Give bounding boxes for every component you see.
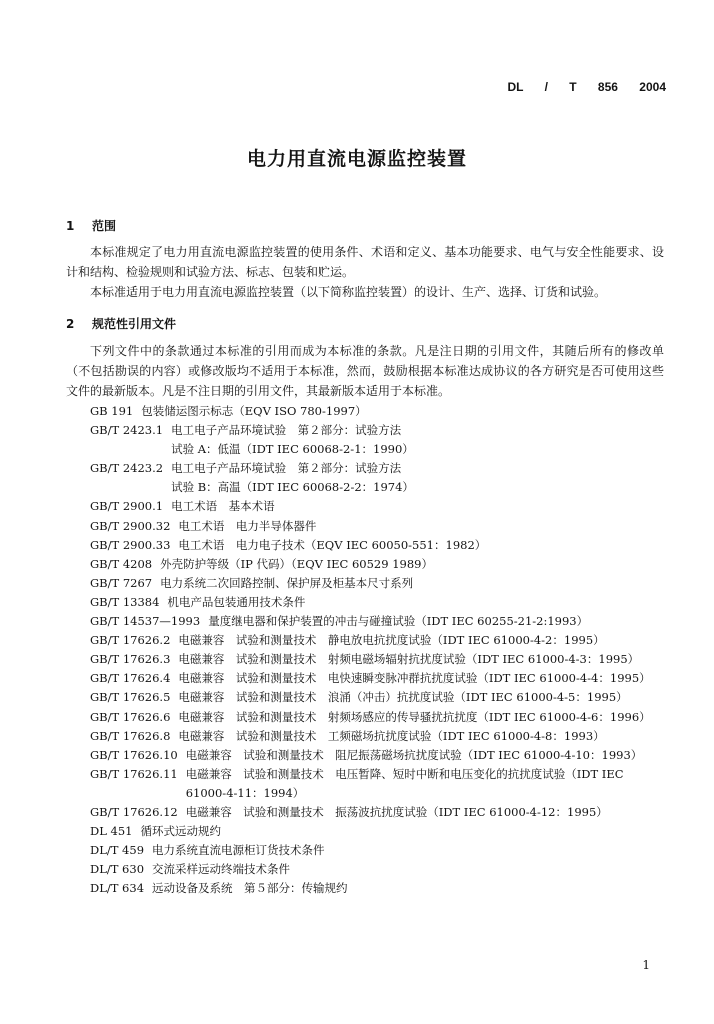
reference-title-text: 电磁兼容 试验和测量技术 振荡波抗扰度试验（IDT IEC 61000-4-12：1995） — [185, 804, 608, 819]
reference-title-text: 电工术语 基本术语 — [171, 499, 275, 514]
reference-title-text: 电力系统直流电源柜订货技术条件 — [152, 843, 325, 858]
reference-title-text: 电工电子产品环境试验 第２部分：试验方法 — [171, 423, 402, 438]
document-title: 电力用直流电源监控装置 — [246, 148, 467, 170]
reference-code: GB/T 13384 — [90, 594, 160, 609]
reference-title — [178, 536, 666, 555]
reference-code: GB/T 2900.33 — [90, 537, 171, 552]
reference-title — [152, 841, 666, 860]
reference-title — [167, 593, 666, 612]
reference-code: GB/T 2900.1 — [90, 499, 164, 514]
document-header — [507, 80, 666, 94]
section-number: 2 — [66, 317, 75, 331]
reference-item — [90, 669, 666, 688]
reference-title-text: 电磁兼容 试验和测量技术 浪涌（冲击）抗扰度试验（IDT IEC 61000-4-5：1995） — [178, 690, 628, 705]
reference-code: GB/T 17626.10 — [90, 747, 178, 762]
reference-item — [90, 536, 666, 555]
reference-item — [90, 746, 666, 765]
reference-title — [160, 574, 666, 593]
reference-title-text: 电磁兼容 试验和测量技术 静电放电抗扰度试验（IDT IEC 61000-4-2：1995） — [178, 633, 605, 648]
reference-title — [171, 421, 666, 459]
reference-code: DL/T 459 — [90, 843, 145, 858]
reference-title — [178, 727, 666, 746]
reference-item — [90, 593, 666, 612]
reference-code: DL/T 630 — [90, 862, 145, 877]
reference-title-text: 电磁兼容 试验和测量技术 阻尼振荡磁场抗扰度试验（IDT IEC 61000-4-10：1993） — [185, 747, 643, 762]
reference-item — [90, 631, 666, 650]
reference-code: DL 451 — [90, 824, 133, 839]
reference-title-text: 电工术语 电力半导体器件 — [178, 518, 317, 533]
reference-code: GB/T 4208 — [90, 556, 153, 571]
reference-title — [186, 746, 666, 765]
reference-title — [152, 879, 666, 898]
reference-code: GB/T 17626.12 — [90, 804, 178, 819]
section-2-intro: 下列文件中的条款通过本标准的引用而成为本标准的条款。凡是注日期的引用文件，其随后所有的修改单（不包括勘误的内容）或修改版均不适用于本标准，然而，鼓励根据本标准达成协议的各方研究是否可使用这些文件的最新版本。凡是不注日期的引用文件，其最新版本适用于本标准。 — [66, 344, 664, 398]
reference-item — [90, 517, 666, 536]
reference-subtitle: 试验 A：低温（IDT IEC 60068-2-1：1990） — [171, 442, 414, 457]
reference-title — [186, 803, 666, 822]
reference-title-text: 交流采样远动终端技术条件 — [152, 862, 291, 877]
reference-item — [90, 803, 666, 822]
reference-title-text: 量度继电器和保护装置的冲击与碰撞试验（IDT IEC 60255-21-2:1993） — [208, 614, 589, 629]
reference-title — [171, 459, 666, 497]
reference-title — [178, 708, 666, 727]
reference-item — [90, 421, 666, 459]
reference-item — [90, 555, 666, 574]
reference-title-text: 电磁兼容 试验和测量技术 电快速瞬变脉冲群抗扰度试验（IDT IEC 61000-4-4：1995） — [178, 671, 651, 686]
reference-title-text: 电工术语 电力电子技术（EQV IEC 60050-551：1982） — [178, 537, 487, 552]
reference-title — [141, 402, 666, 421]
reference-subtitle: 试验 B：高温（IDT IEC 60068-2-2：1974） — [171, 480, 414, 495]
reference-title — [178, 517, 666, 536]
page-number: 1 — [642, 958, 650, 972]
reference-code: GB/T 17626.4 — [90, 671, 171, 686]
reference-title-text: 电磁兼容 试验和测量技术 工频磁场抗扰度试验（IDT IEC 61000-4-8：1993） — [178, 728, 605, 743]
reference-code: GB/T 17626.5 — [90, 690, 171, 705]
reference-code: DL/T 634 — [90, 881, 145, 896]
reference-title-text: 循环式远动规约 — [140, 824, 221, 839]
reference-title — [208, 612, 666, 631]
reference-title — [178, 669, 666, 688]
reference-title-text: 包装储运图示标志（EQV ISO 780-1997） — [141, 404, 367, 418]
section-title: 规范性引用文件 — [92, 317, 177, 331]
section-number: 1 — [66, 219, 75, 233]
reference-title — [186, 765, 666, 803]
reference-title — [140, 822, 666, 841]
reference-item — [90, 459, 666, 497]
reference-title-text: 电力系统二次回路控制、保护屏及柜基本尺寸系列 — [160, 575, 414, 590]
reference-list — [90, 402, 666, 898]
reference-item — [90, 688, 666, 707]
reference-title-text: 外壳防护等级（IP 代码）（EQV IEC 60529 1989） — [160, 556, 433, 571]
reference-title-text: 电磁兼容 试验和测量技术 电压暂降、短时中断和电压变化的抗扰度试验（IDT IEC 61000-4-11：1994） — [185, 766, 624, 800]
reference-code: GB/T 2423.1 — [90, 423, 164, 438]
reference-code: GB/T 17626.3 — [90, 652, 171, 667]
standard-year: 2004 — [639, 80, 666, 94]
reference-item — [90, 650, 666, 669]
reference-code: GB/T 14537—1993 — [90, 614, 201, 629]
reference-code: GB/T 7267 — [90, 575, 153, 590]
section-1-paragraph-2: 本标准适用于电力用直流电源监控装置（以下简称监控装置）的设计、生产、选择、订货和试验。 — [90, 285, 607, 299]
reference-item — [90, 612, 666, 631]
reference-item — [90, 727, 666, 746]
section-title: 范围 — [92, 219, 117, 233]
reference-item — [90, 841, 666, 860]
reference-title-text: 电磁兼容 试验和测量技术 射频场感应的传导骚扰抗扰度（IDT IEC 61000-4-6：1996） — [178, 709, 651, 724]
reference-item — [90, 765, 666, 803]
reference-title-text: 电磁兼容 试验和测量技术 射频电磁场辐射抗扰度试验（IDT IEC 61000-4-3：1995） — [178, 652, 640, 667]
reference-title-text: 电工电子产品环境试验 第２部分：试验方法 — [171, 461, 402, 476]
reference-title — [178, 650, 666, 669]
standard-number: DL / T 856 — [507, 80, 618, 94]
reference-title — [178, 631, 666, 650]
section-1-heading — [66, 217, 116, 234]
reference-item — [90, 402, 666, 421]
reference-item — [90, 574, 666, 593]
reference-item — [90, 860, 666, 879]
reference-code: GB/T 17626.11 — [90, 766, 178, 781]
reference-code: GB/T 2900.32 — [90, 518, 171, 533]
section-1-paragraph-1: 本标准规定了电力用直流电源监控装置的使用条件、术语和定义、基本功能要求、电气与安全性能要求、设计和结构、检验规则和试验方法、标志、包装和贮运。 — [66, 245, 664, 279]
reference-item — [90, 822, 666, 841]
reference-title — [171, 497, 666, 516]
reference-item — [90, 708, 666, 727]
section-2-heading — [66, 315, 176, 332]
reference-title-text: 远动设备及系统 第５部分：传输规约 — [152, 881, 348, 896]
reference-code: GB/T 17626.6 — [90, 709, 171, 724]
reference-title-text: 机电产品包装通用技术条件 — [167, 594, 306, 609]
reference-code: GB 191 — [90, 404, 134, 418]
reference-code: GB/T 17626.2 — [90, 633, 171, 648]
reference-title — [178, 688, 666, 707]
reference-item — [90, 879, 666, 898]
reference-title — [160, 555, 666, 574]
reference-item — [90, 497, 666, 516]
reference-code: GB/T 2423.2 — [90, 461, 164, 476]
reference-code: GB/T 17626.8 — [90, 728, 171, 743]
reference-title — [152, 860, 666, 879]
